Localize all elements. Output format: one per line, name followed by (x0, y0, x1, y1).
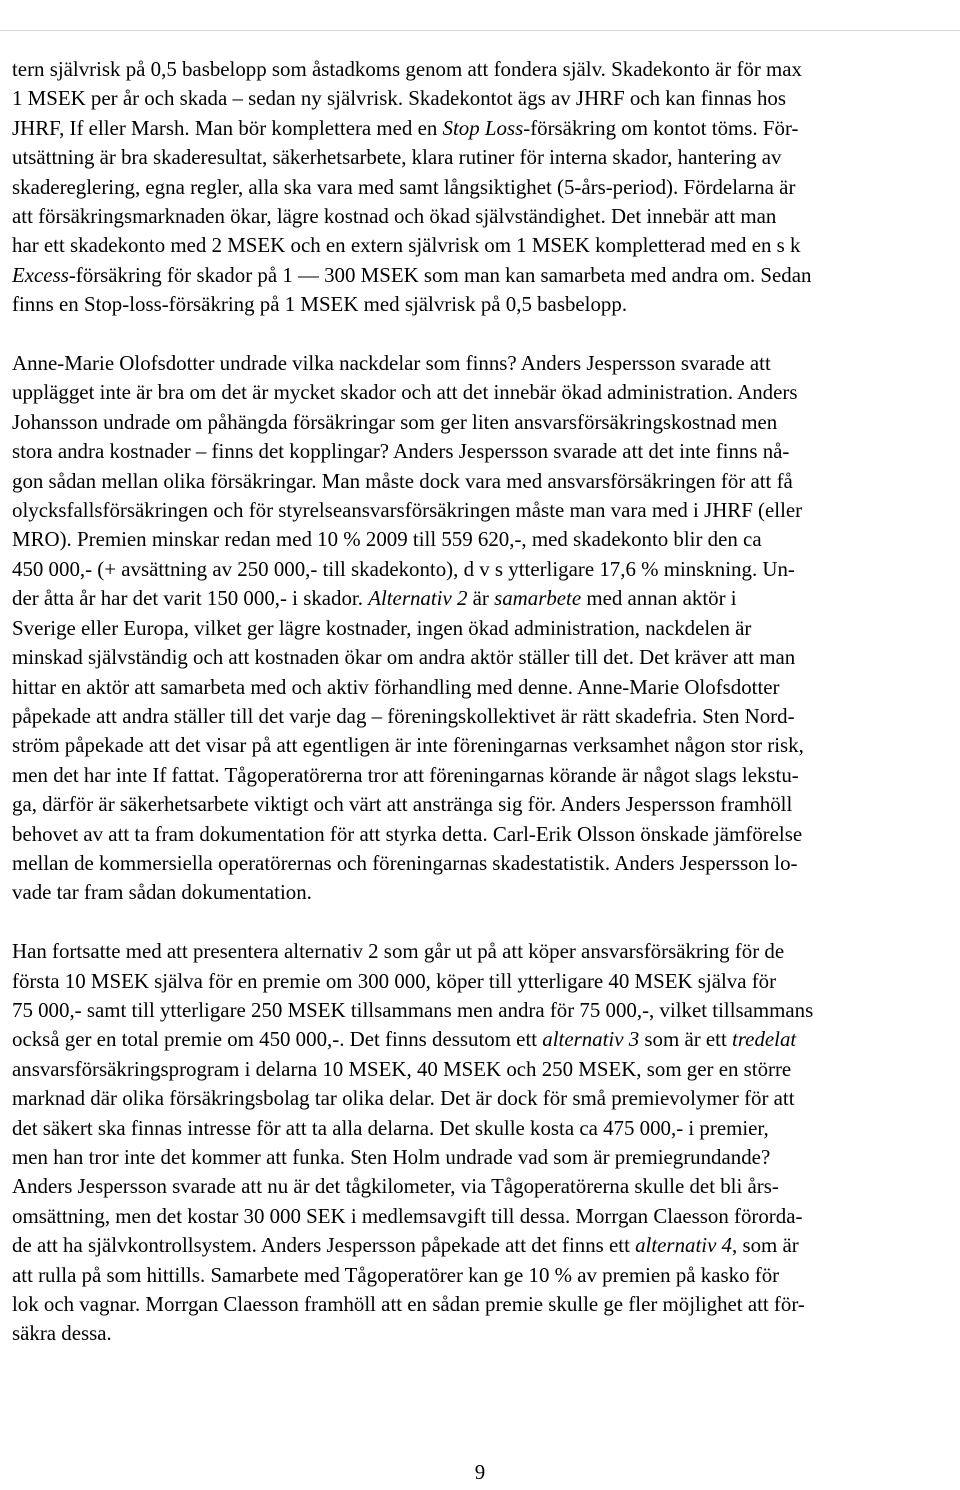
text-run: -försäkring om kontot töms. För- utsättning är bra skaderesultat, säkerhetsarbete, klara rutiner för interna skador, hantering av skadereglering, egna regler, alla ska vara med samt långsiktighet (5-års-period). Fördelarna är att försäkringsmarknaden ökar, lägre kostnad och ökad självständighet. Det innebär att man har ett skadekonto med 2 MSEK och en extern självrisk om 1 MSEK kompletterad med en s k (12, 115, 801, 258)
document-body (12, 55, 952, 1349)
text-run: Han fortsatte med att presentera alternativ 2 som går ut på att köper ansvarsförsäkring för de första 10 MSEK själva för en premie om 300 000, köper till ytterligare 40 MSEK själva för 75 000,- samt till ytterligare 250 MSEK tillsammans men andra för 75 000,-, vilket tillsammans också ger en total premie om 450 000,-. Det finns dessutom ett (12, 939, 814, 1052)
text-run: -försäkring för skador på 1 — 300 MSEK som man kan samarbeta med andra om. Sedan finns en Stop-loss-försäkring på 1 MSEK med självrisk på 0,5 basbelopp. (12, 262, 812, 317)
italic-text-run: alternativ 4 (635, 1233, 733, 1258)
italic-text-run: Alternativ 2 (368, 586, 468, 611)
italic-text-run: Stop Loss (442, 115, 524, 140)
header-document-title: MINNESANTECKNINGAR (204, 1, 501, 27)
italic-text-run: samarbete (494, 586, 582, 611)
italic-text-run: Excess (12, 262, 69, 287)
text-run: Anne-Marie Olofsdotter undrade vilka nackdelar som finns? Anders Jespersson svarade att upplägget inte är bra om det är mycket skador och att det innebär ökad administration. Anders Johansson undrade om påhängda försäkringar som ger liten ansvarsförsäkringskostnad men stora andra kostnader – finns det kopplingar? Anders Jespersson svarade att det inte finns nå- gon sådan mellan olika försäkringar. Man måste dock vara med ansvarsförsäkringen för att få olycksfallsförsäkringen och för styrelseansvarsförsäkringen måste man vara med i JHRF (eller MRO). Premien minskar redan med 10 % 2009 till 559 620,-, med skadekonto blir den ca 450 000,- (+ avsättning av 250 000,- till skadekonto), d v s ytterligare 17,6 % minskning. Un- der åtta år har det varit 150 000,- i skador. (12, 351, 803, 611)
text-run: tern självrisk på 0,5 basbelopp som åstadkoms genom att fondera själv. Skadekonto är för max 1 MSEK per år och skada – sedan ny självrisk. Skadekontot ägs av JHRF och kan finnas hos JHRF, If eller Marsh. Man bör komplettera med en (12, 57, 802, 140)
text-run: ansvarsförsäkringsprogram i delarna 10 MSEK, 40 MSEK och 250 MSEK, som ger en större marknad där olika försäkringsbolag tar olika delar. Det är dock för små premievolymer för att det säkert ska finnas intresse för att ta alla delarna. Det skulle kosta ca 475 000,- i premier, men han tror inte det kommer att funka. Sten Holm undrade vad som är premiegrundande? Anders Jespersson svarade att nu är det tågkilometer, via Tågoperatörerna skulle det bli års- omsättning, men det kostar 30 000 SEK i medlemsavgift till dessa. Morrgan Claesson förorda- de att ha självkontrollsystem. Anders Jespersson påpekade att det finns ett (12, 1056, 803, 1258)
page-header (0, 0, 960, 32)
italic-text-run: alternativ 3 (542, 1027, 640, 1052)
text-run: som är ett (639, 1027, 733, 1052)
paragraph (12, 55, 952, 320)
header-date: 2008-05-25 (780, 1, 892, 27)
page-number: 9 (474, 1460, 486, 1484)
text-run: med annan aktör i Sverige eller Europa, vilket ger lägre kostnader, ingen ökad administration, nackdelen är minskad självständig och att kostnaden ökar om andra aktör ställer till det. Det kräver att man hittar en aktör att samarbeta med och aktiv förhandling med denne. Anne-Marie Olofsdotter påpekade att andra ställer till det varje dag – föreningskollektivet är rätt skadefria. Sten Nord- ström påpekade att det visar på att egentligen är inte föreningarnas verksamhet någon stor risk, men det har inte If fattat. Tågoperatörerna tror att föreningarnas körande är något slags lekstu- ga, därför är säkerhetsarbete viktigt och värt att anstränga sig för. Anders Jespersson framhöll behovet av att ta fram dokumentation för att styrka detta. Carl-Erik Olsson önskade jämförelse mellan de kommersiella operatörernas och föreningarnas skadestatistik. Anders Jespersson lo- vade tar fram sådan dokumentation. (12, 586, 804, 905)
paragraph (12, 937, 952, 1349)
header-divider (0, 30, 960, 31)
paragraph (12, 349, 952, 908)
header-organization: JHRF (12, 1, 75, 27)
text-run: är (467, 586, 495, 611)
text-run: , som är att rulla på som hittills. Samarbete med Tågoperatörer kan ge 10 % av premien på kasko för lok och vagnar. Morrgan Claesson framhöll att en sådan premie skulle ge fler möjlighet att för- säkra dessa. (12, 1233, 805, 1346)
italic-text-run: tredelat (732, 1027, 797, 1052)
